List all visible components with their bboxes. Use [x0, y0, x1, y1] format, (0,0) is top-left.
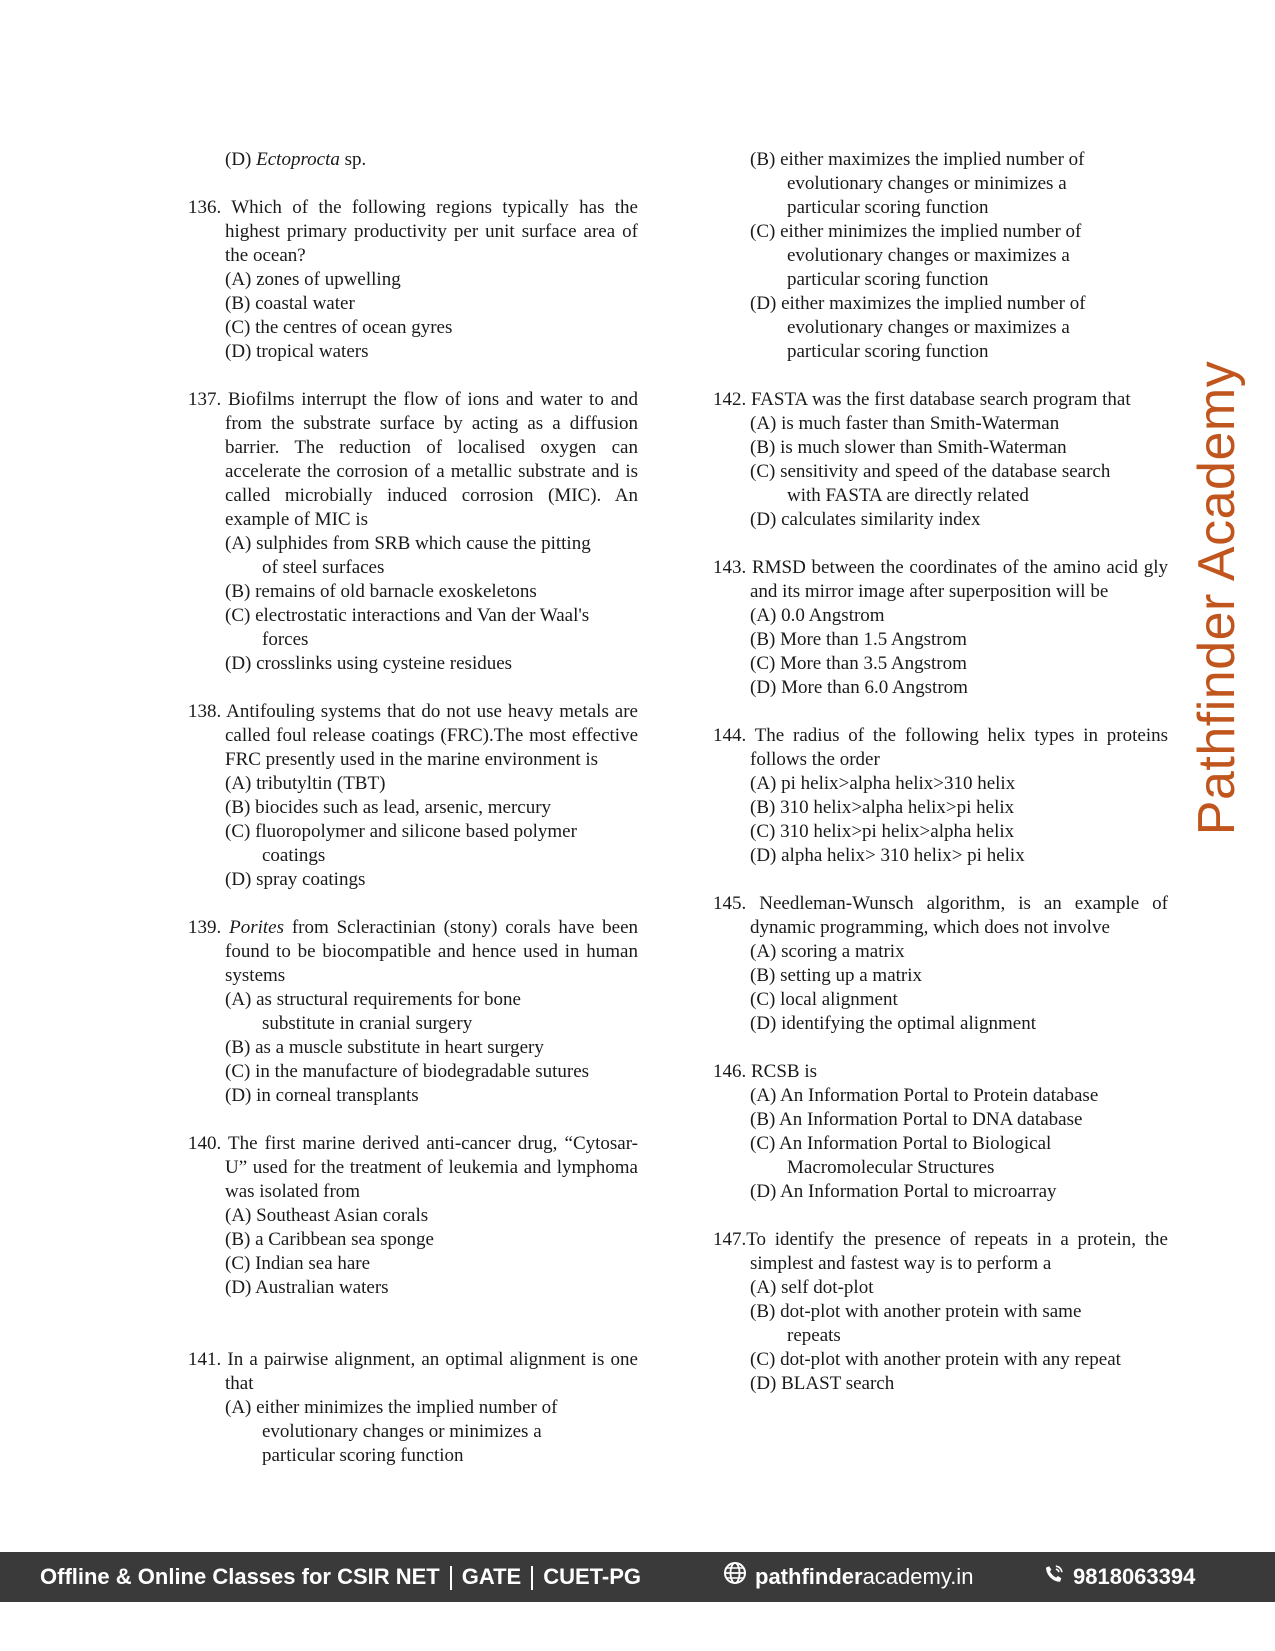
option-b: (B) a Caribbean sea sponge — [225, 1229, 434, 1250]
option-d: (D) spray coatings — [225, 869, 366, 890]
divider — [450, 1566, 452, 1590]
option-c: (C) 310 helix>pi helix>alpha helix — [750, 821, 1015, 842]
option-a: (A) pi helix>alpha helix>310 helix — [750, 773, 1016, 794]
option-d: (D) alpha helix> 310 helix> pi helix — [750, 845, 1025, 866]
footer-classes — [40, 1552, 641, 1602]
option-c: (C) either minimizes the implied number of — [750, 221, 1082, 242]
question-text: 142. FASTA was the first database search program that — [713, 389, 1131, 410]
question-147 — [713, 1228, 1168, 1396]
option-d: (D) either maximizes the implied number of — [750, 293, 1086, 314]
option-a: (A) An Information Portal to Protein database — [750, 1085, 1099, 1106]
option-b: (B) coastal water — [225, 293, 355, 314]
option-d-cont: particular scoring function — [787, 341, 989, 362]
option-c: (C) electrostatic interactions and Van der Waal's — [225, 605, 590, 626]
q135-option-d: (D) Ectoprocta sp. — [225, 149, 367, 170]
footer-classes-text: Offline & Online Classes for CSIR NET — [40, 1564, 440, 1589]
option-b-cont: evolutionary changes or minimizes a — [787, 173, 1067, 194]
footer-gate: GATE — [461, 1564, 522, 1589]
option-a-cont: evolutionary changes or minimizes a — [262, 1421, 542, 1442]
option-a: (A) is much faster than Smith-Waterman — [750, 413, 1060, 434]
left-column — [188, 148, 638, 1468]
question-136 — [188, 196, 638, 364]
option-b: (B) setting up a matrix — [750, 965, 923, 986]
option-a: (A) zones of upwelling — [225, 269, 401, 290]
option-b-cont: particular scoring function — [787, 197, 989, 218]
option-d: (D) BLAST search — [750, 1373, 895, 1394]
question-138 — [188, 700, 638, 892]
option-d: (D) in corneal transplants — [225, 1085, 419, 1106]
globe-icon — [723, 1553, 747, 1603]
question-text: 145. Needleman-Wunsch algorithm, is an example of dynamic programming, which does not involve — [713, 893, 1168, 938]
question-137 — [188, 388, 638, 676]
option-c-cont: forces — [262, 629, 309, 650]
question-142 — [713, 388, 1168, 532]
option-d: (D) tropical waters — [225, 341, 369, 362]
phone-number: 9818063394 — [1073, 1564, 1196, 1589]
question-text: 141. In a pairwise alignment, an optimal alignment is one that — [188, 1349, 638, 1394]
footer-website[interactable] — [723, 1552, 973, 1602]
question-text: 138. Antifouling systems that do not use heavy metals are called foul release coatings (FRC).The most effective FRC presently used in the marine environment is — [188, 701, 638, 770]
option-a-cont: substitute in cranial surgery — [262, 1013, 473, 1034]
option-c-cont: evolutionary changes or maximizes a — [787, 245, 1070, 266]
option-b: (B) dot-plot with another protein with same — [750, 1301, 1082, 1322]
option-a: (A) scoring a matrix — [750, 941, 905, 962]
option-c-cont: Macromolecular Structures — [787, 1157, 995, 1178]
question-139 — [188, 916, 638, 1108]
question-146 — [713, 1060, 1168, 1204]
website-rest: academy.in — [862, 1564, 974, 1589]
option-d: (D) identifying the optimal alignment — [750, 1013, 1036, 1034]
brand-text: Pathfinder Academy — [1188, 360, 1246, 836]
option-a-cont: particular scoring function — [262, 1445, 464, 1466]
option-c: (C) More than 3.5 Angstrom — [750, 653, 967, 674]
option-c: (C) in the manufacture of biodegradable sutures — [225, 1061, 590, 1082]
website-bold: pathfinder — [755, 1564, 863, 1589]
option-a: (A) sulphides from SRB which cause the pitting — [225, 533, 591, 554]
option-d: (D) More than 6.0 Angstrom — [750, 677, 968, 698]
option-b: (B) More than 1.5 Angstrom — [750, 629, 967, 650]
question-141-continued — [713, 148, 1168, 364]
option-b-cont: repeats — [787, 1325, 841, 1346]
option-d-cont: evolutionary changes or maximizes a — [787, 317, 1070, 338]
option-b: (B) An Information Portal to DNA database — [750, 1109, 1083, 1130]
option-a: (A) 0.0 Angstrom — [750, 605, 885, 626]
option-a: (A) as structural requirements for bone — [225, 989, 521, 1010]
option-b: (B) is much slower than Smith-Waterman — [750, 437, 1067, 458]
right-column — [713, 148, 1168, 1396]
option-a: (A) Southeast Asian corals — [225, 1205, 429, 1226]
question-text: 143. RMSD between the coordinates of the amino acid gly and its mirror image after superposition will be — [713, 557, 1168, 602]
footer-bar — [0, 1552, 1275, 1602]
option-c: (C) dot-plot with another protein with any repeat — [750, 1349, 1121, 1370]
option-a-cont: of steel surfaces — [262, 557, 385, 578]
option-c: (C) An Information Portal to Biological — [750, 1133, 1052, 1154]
option-d: (D) crosslinks using cysteine residues — [225, 653, 513, 674]
question-text: 146. RCSB is — [713, 1061, 818, 1082]
question-143 — [713, 556, 1168, 700]
option-b: (B) remains of old barnacle exoskeletons — [225, 581, 537, 602]
option-c: (C) sensitivity and speed of the database search — [750, 461, 1111, 482]
option-c: (C) local alignment — [750, 989, 898, 1010]
option-c: (C) the centres of ocean gyres — [225, 317, 453, 338]
question-145 — [713, 892, 1168, 1036]
option-d: (D) Australian waters — [225, 1277, 389, 1298]
footer-phone[interactable] — [1043, 1552, 1195, 1602]
option-c: (C) fluoropolymer and silicone based polymer — [225, 821, 577, 842]
option-d: (D) calculates similarity index — [750, 509, 981, 530]
option-c-cont: with FASTA are directly related — [787, 485, 1029, 506]
option-b: (B) as a muscle substitute in heart surgery — [225, 1037, 544, 1058]
question-text: 137. Biofilms interrupt the flow of ions and water to and from the substrate surface by acting as a diffusion barrier. The reduction of localised oxygen can accelerate the corrosion of a metallic substrate and is called microbially induced corrosion (MIC). An example of MIC is — [188, 389, 638, 530]
option-b: (B) biocides such as lead, arsenic, mercury — [225, 797, 552, 818]
phone-icon — [1043, 1553, 1065, 1603]
divider — [531, 1566, 533, 1590]
question-140 — [188, 1132, 638, 1300]
question-text: 144. The radius of the following helix types in proteins follows the order — [713, 725, 1168, 770]
option-c-cont: coatings — [262, 845, 326, 866]
option-c-cont: particular scoring function — [787, 269, 989, 290]
footer-cuet: CUET-PG — [543, 1564, 642, 1589]
option-b: (B) 310 helix>alpha helix>pi helix — [750, 797, 1015, 818]
option-a: (A) tributyltin (TBT) — [225, 773, 386, 794]
question-144 — [713, 724, 1168, 868]
question-141 — [188, 1348, 638, 1468]
option-d: (D) An Information Portal to microarray — [750, 1181, 1057, 1202]
question-text: 139. Porites from Scleractinian (stony) corals have been found to be biocompatible and hence used in human systems — [188, 917, 639, 986]
option-a: (A) either minimizes the implied number of — [225, 1397, 558, 1418]
option-a: (A) self dot-plot — [750, 1277, 874, 1298]
question-text: 140. The first marine derived anti-cancer drug, “Cytosar- U” used for the treatment of leukemia and lymphoma was isolated from — [188, 1133, 638, 1202]
option-b: (B) either maximizes the implied number of — [750, 149, 1085, 170]
question-text: 147.To identify the presence of repeats in a protein, the simplest and fastest way is to perform a — [713, 1229, 1168, 1274]
question-text: 136. Which of the following regions typically has the highest primary productivity per unit surface area of the ocean? — [188, 197, 638, 266]
option-c: (C) Indian sea hare — [225, 1253, 371, 1274]
